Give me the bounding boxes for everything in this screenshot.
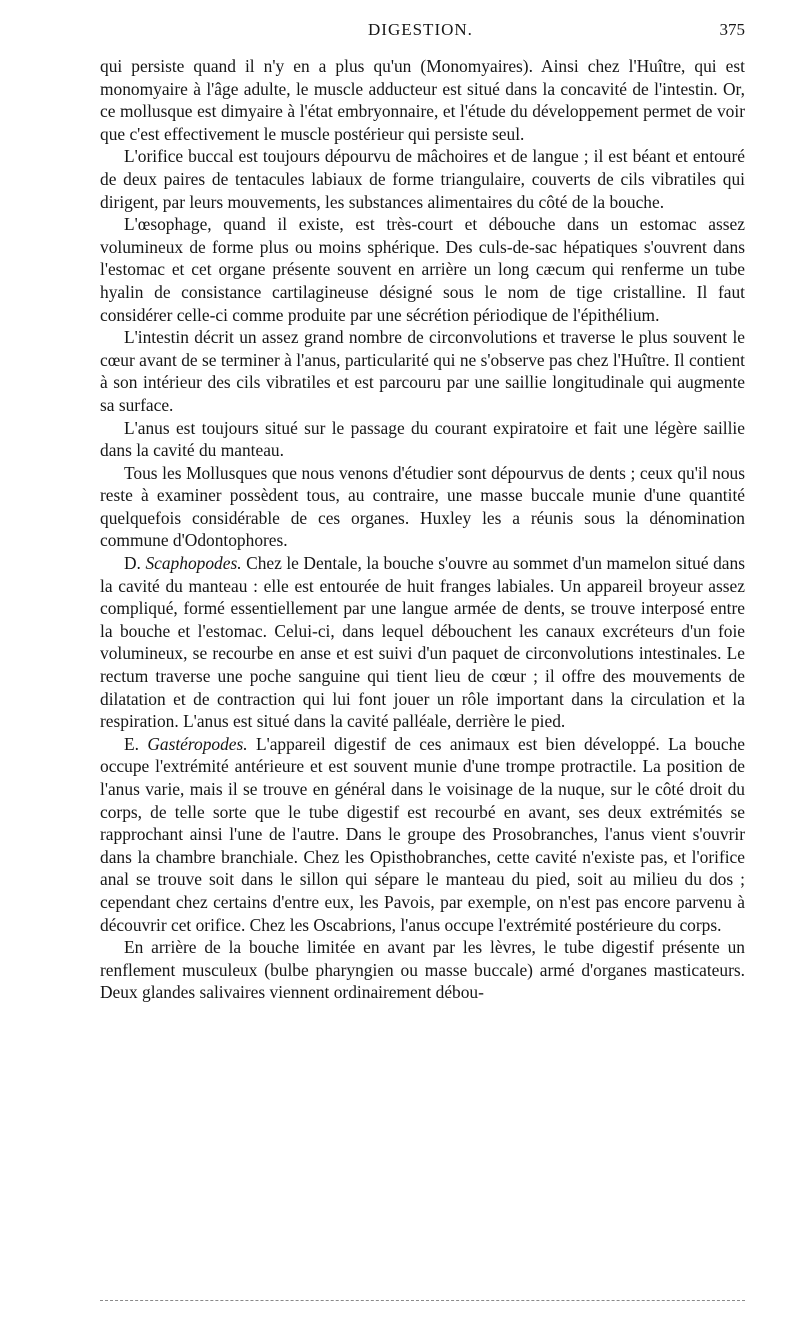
section-scaphopodes: D. Scaphopodes. Chez le Dentale, la bouche s'ouvre au sommet d'un mamelon situé dans la cavité du manteau : elle est entourée de huit franges labiales. Un appareil broyeur assez compliqué, formé essentiellement par une langue armée de dents, se trouve interposé entre la bouche et l'estomac. Celui-ci, dans lequel débouchent les canaux excréteurs d'un foie volumineux, se recourbe en anse et est suivi d'un paquet de circonvolutions intestinales. Le rectum traverse une poche sanguine qui tient lieu de cœur ; il offre des mouvements de dilatation et de contraction qui lui font jouer un rôle important dans la circulation et la respiration. L'anus est situé dans la cavité palléale, derrière le pied. [100,553,745,732]
paragraph-intestin: L'intestin décrit un assez grand nombre de circonvolutions et traverse le plus souvent le cœur avant de se terminer à l'anus, particularité qui ne s'observe pas chez l'Huître. Il contient à son intérieur des cils vibratiles et est parcouru par une saillie longitudinale qui augmente sa surface. [100,327,745,415]
paragraph-anus: L'anus est toujours situé sur le passage du courant expiratoire et fait une légère saillie dans la cavité du manteau. [100,417,745,461]
page-number: 375 [719,20,745,39]
paragraph-orifice-buccal: L'orifice buccal est toujours dépourvu de mâchoires et de langue ; il est béant et entouré de deux paires de tentacules labiaux de forme triangulaire, couverts de cils vibratiles qui dirigent, par leurs mouvements, les substances alimentaires du côté de la bouche. [100,146,745,212]
body-text [100,55,745,1004]
section-letter: E. [124,733,148,754]
section-title: Scaphopodes. [145,553,242,574]
section-gasteropodes: E. Gastéropodes. L'appareil digestif de ces animaux est bien développé. La bouche occupe l'extrémité antérieure et est souvent munie d'une trompe protractile. La position de l'anus varie, mais il se trouve en général dans le voisinage de la nuque, sur le côté droit du corps, de telle sorte que le tube digestif est recourbé en avant, ses deux extrémités se rapprochant ainsi l'une de l'autre. Dans le groupe des Prosobranches, l'anus vient s'ouvrir dans la chambre branchiale. Chez les Opisthobranches, cette cavité n'existe pas, et l'orifice anal se trouve soit dans le sillon qui sépare le manteau du pied, soit au milieu du dos ; cependant chez certains d'entre eux, les Pavois, par exemple, on n'est pas encore parvenu à découvrir cet orifice. Chez les Oscabrions, l'anus occupe l'extrémité postérieure du corps. [100,733,745,935]
paragraph-odontophores: Tous les Mollusques que nous venons d'étudier sont dépourvus de dents ; ceux qu'il nous reste à examiner possèdent tous, au contraire, une masse buccale munie d'une quantité quelquefois considérable de ces organes. Huxley les a réunis sous la dénomination commune d'Odontophores. [100,462,745,551]
paragraph-monomyaires: qui persiste quand il n'y en a plus qu'un (Monomyaires). Ainsi chez l'Huître, qui est monomyaire à l'âge adulte, le muscle adducteur est situé dans la concavité de l'intestin. Or, ce mollusque est dimyaire à l'état embryonnaire, et l'étude du développement permet de voir que c'est effectivement le muscle postérieur qui persiste seul. [100,56,745,144]
section-letter: D. [124,553,146,574]
paragraph-bulbe-pharyngien: En arrière de la bouche limitée en avant par les lèvres, le tube digestif présente un renflement musculeux (bulbe pharyngien ou masse buccale) armé d'organes masticateurs. Deux glandes salivaires viennent ordinairement débou- [100,937,745,1003]
page-header [98,20,745,44]
running-title: DIGESTION. [368,20,473,39]
section-title: Gastéropodes. [147,733,248,754]
paragraph-oesophage: L'œsophage, quand il existe, est très-court et débouche dans un estomac assez volumineux de forme plus ou moins sphérique. Des culs-de-sac hépatiques s'ouvrent dans l'estomac et cet organe présente souvent en arrière un long cæcum qui renferme un tube hyalin de consistance cartilagineuse désigné sous le nom de tige cristalline. Il faut considérer celle-ci comme produite par une sécrétion périodique de l'épithélium. [100,214,745,325]
footer-dashed-rule [100,1300,745,1301]
